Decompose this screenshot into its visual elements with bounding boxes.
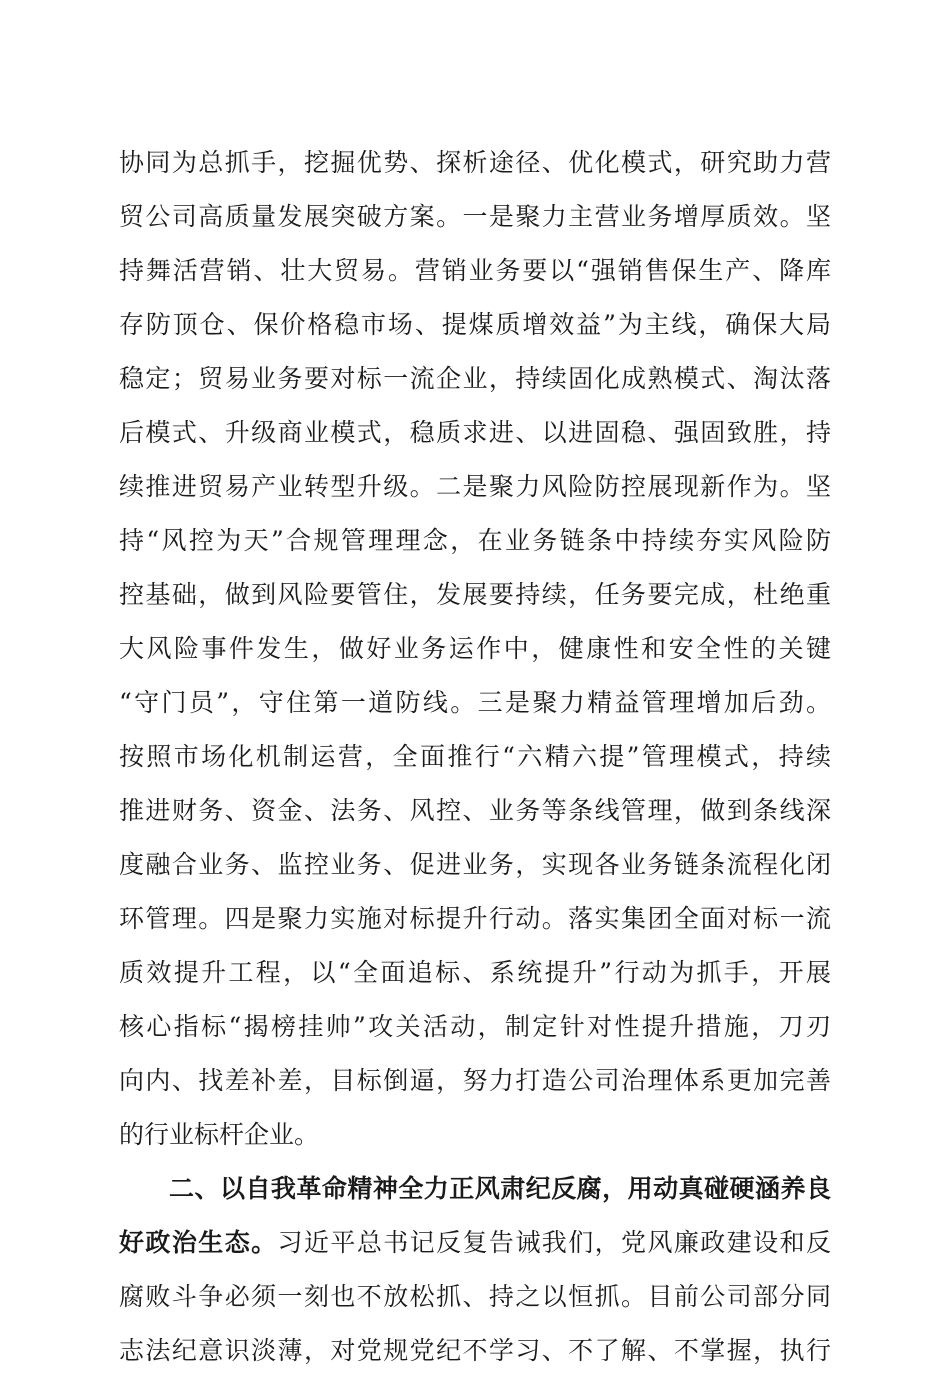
text-line: 腐败斗争必须一刻也不放松抓、持之以恒抓。目前公司部分同 bbox=[119, 1282, 831, 1311]
text-line: 控基础，做到风险要管住，发展要持续，任务要完成，杜绝重 bbox=[119, 580, 831, 609]
text-line: 志法纪意识淡薄，对党规党纪不学习、不了解、不掌握，执行 bbox=[119, 1336, 831, 1365]
text-line: 持舞活营销、壮大贸易。营销业务要以“强销售保生产、降库 bbox=[119, 256, 831, 285]
text-line: 协同为总抓手，挖掘优势、探析途径、优化模式，研究助力营 bbox=[119, 148, 831, 177]
text-line: 贸公司高质量发展突破方案。一是聚力主营业务增厚质效。坚 bbox=[119, 202, 831, 231]
section-heading: 二、以自我革命精神全力正风肃纪反腐，用动真碰硬涵养良 bbox=[169, 1174, 831, 1203]
text-line: 按照市场化机制运营，全面推行“六精六提”管理模式，持续 bbox=[119, 742, 831, 771]
text-line: 推进财务、资金、法务、风控、业务等条线管理，做到条线深 bbox=[119, 796, 831, 825]
text-line bbox=[119, 1216, 831, 1270]
text-span: 习近平总书记反复告诫我们，党风廉政建设和反 bbox=[277, 1228, 831, 1257]
paragraph-2 bbox=[119, 1162, 831, 1378]
paragraph-1 bbox=[119, 136, 831, 1162]
text-line: 持“风控为天”合规管理理念，在业务链条中持续夯实风险防 bbox=[119, 526, 831, 555]
text-line: 质效提升工程，以“全面追标、系统提升”行动为抓手，开展 bbox=[119, 958, 831, 987]
text-line: “守门员”，守住第一道防线。三是聚力精益管理增加后劲。 bbox=[119, 688, 831, 717]
section-heading-end: 好政治生态。 bbox=[119, 1228, 278, 1257]
text-line: 核心指标“揭榜挂帅”攻关活动，制定针对性提升措施，刀刃 bbox=[119, 1012, 831, 1041]
body-text bbox=[119, 136, 831, 1378]
text-line: 向内、找差补差，目标倒逼，努力打造公司治理体系更加完善 bbox=[119, 1066, 831, 1095]
text-line: 后模式、升级商业模式，稳质求进、以进固稳、强固致胜，持 bbox=[119, 418, 831, 447]
text-line: 环管理。四是聚力实施对标提升行动。落实集团全面对标一流 bbox=[119, 904, 831, 933]
text-line: 大风险事件发生，做好业务运作中，健康性和安全性的关键 bbox=[119, 634, 831, 663]
text-line: 稳定；贸易业务要对标一流企业，持续固化成熟模式、淘汰落 bbox=[119, 364, 831, 393]
text-line: 续推进贸易产业转型升级。二是聚力风险防控展现新作为。坚 bbox=[119, 472, 831, 501]
text-line: 存防顶仓、保价格稳市场、提煤质增效益”为主线，确保大局 bbox=[119, 310, 831, 339]
text-line: 的行业标杆企业。 bbox=[119, 1120, 320, 1149]
text-line: 度融合业务、监控业务、促进业务，实现各业务链条流程化闭 bbox=[119, 850, 831, 879]
